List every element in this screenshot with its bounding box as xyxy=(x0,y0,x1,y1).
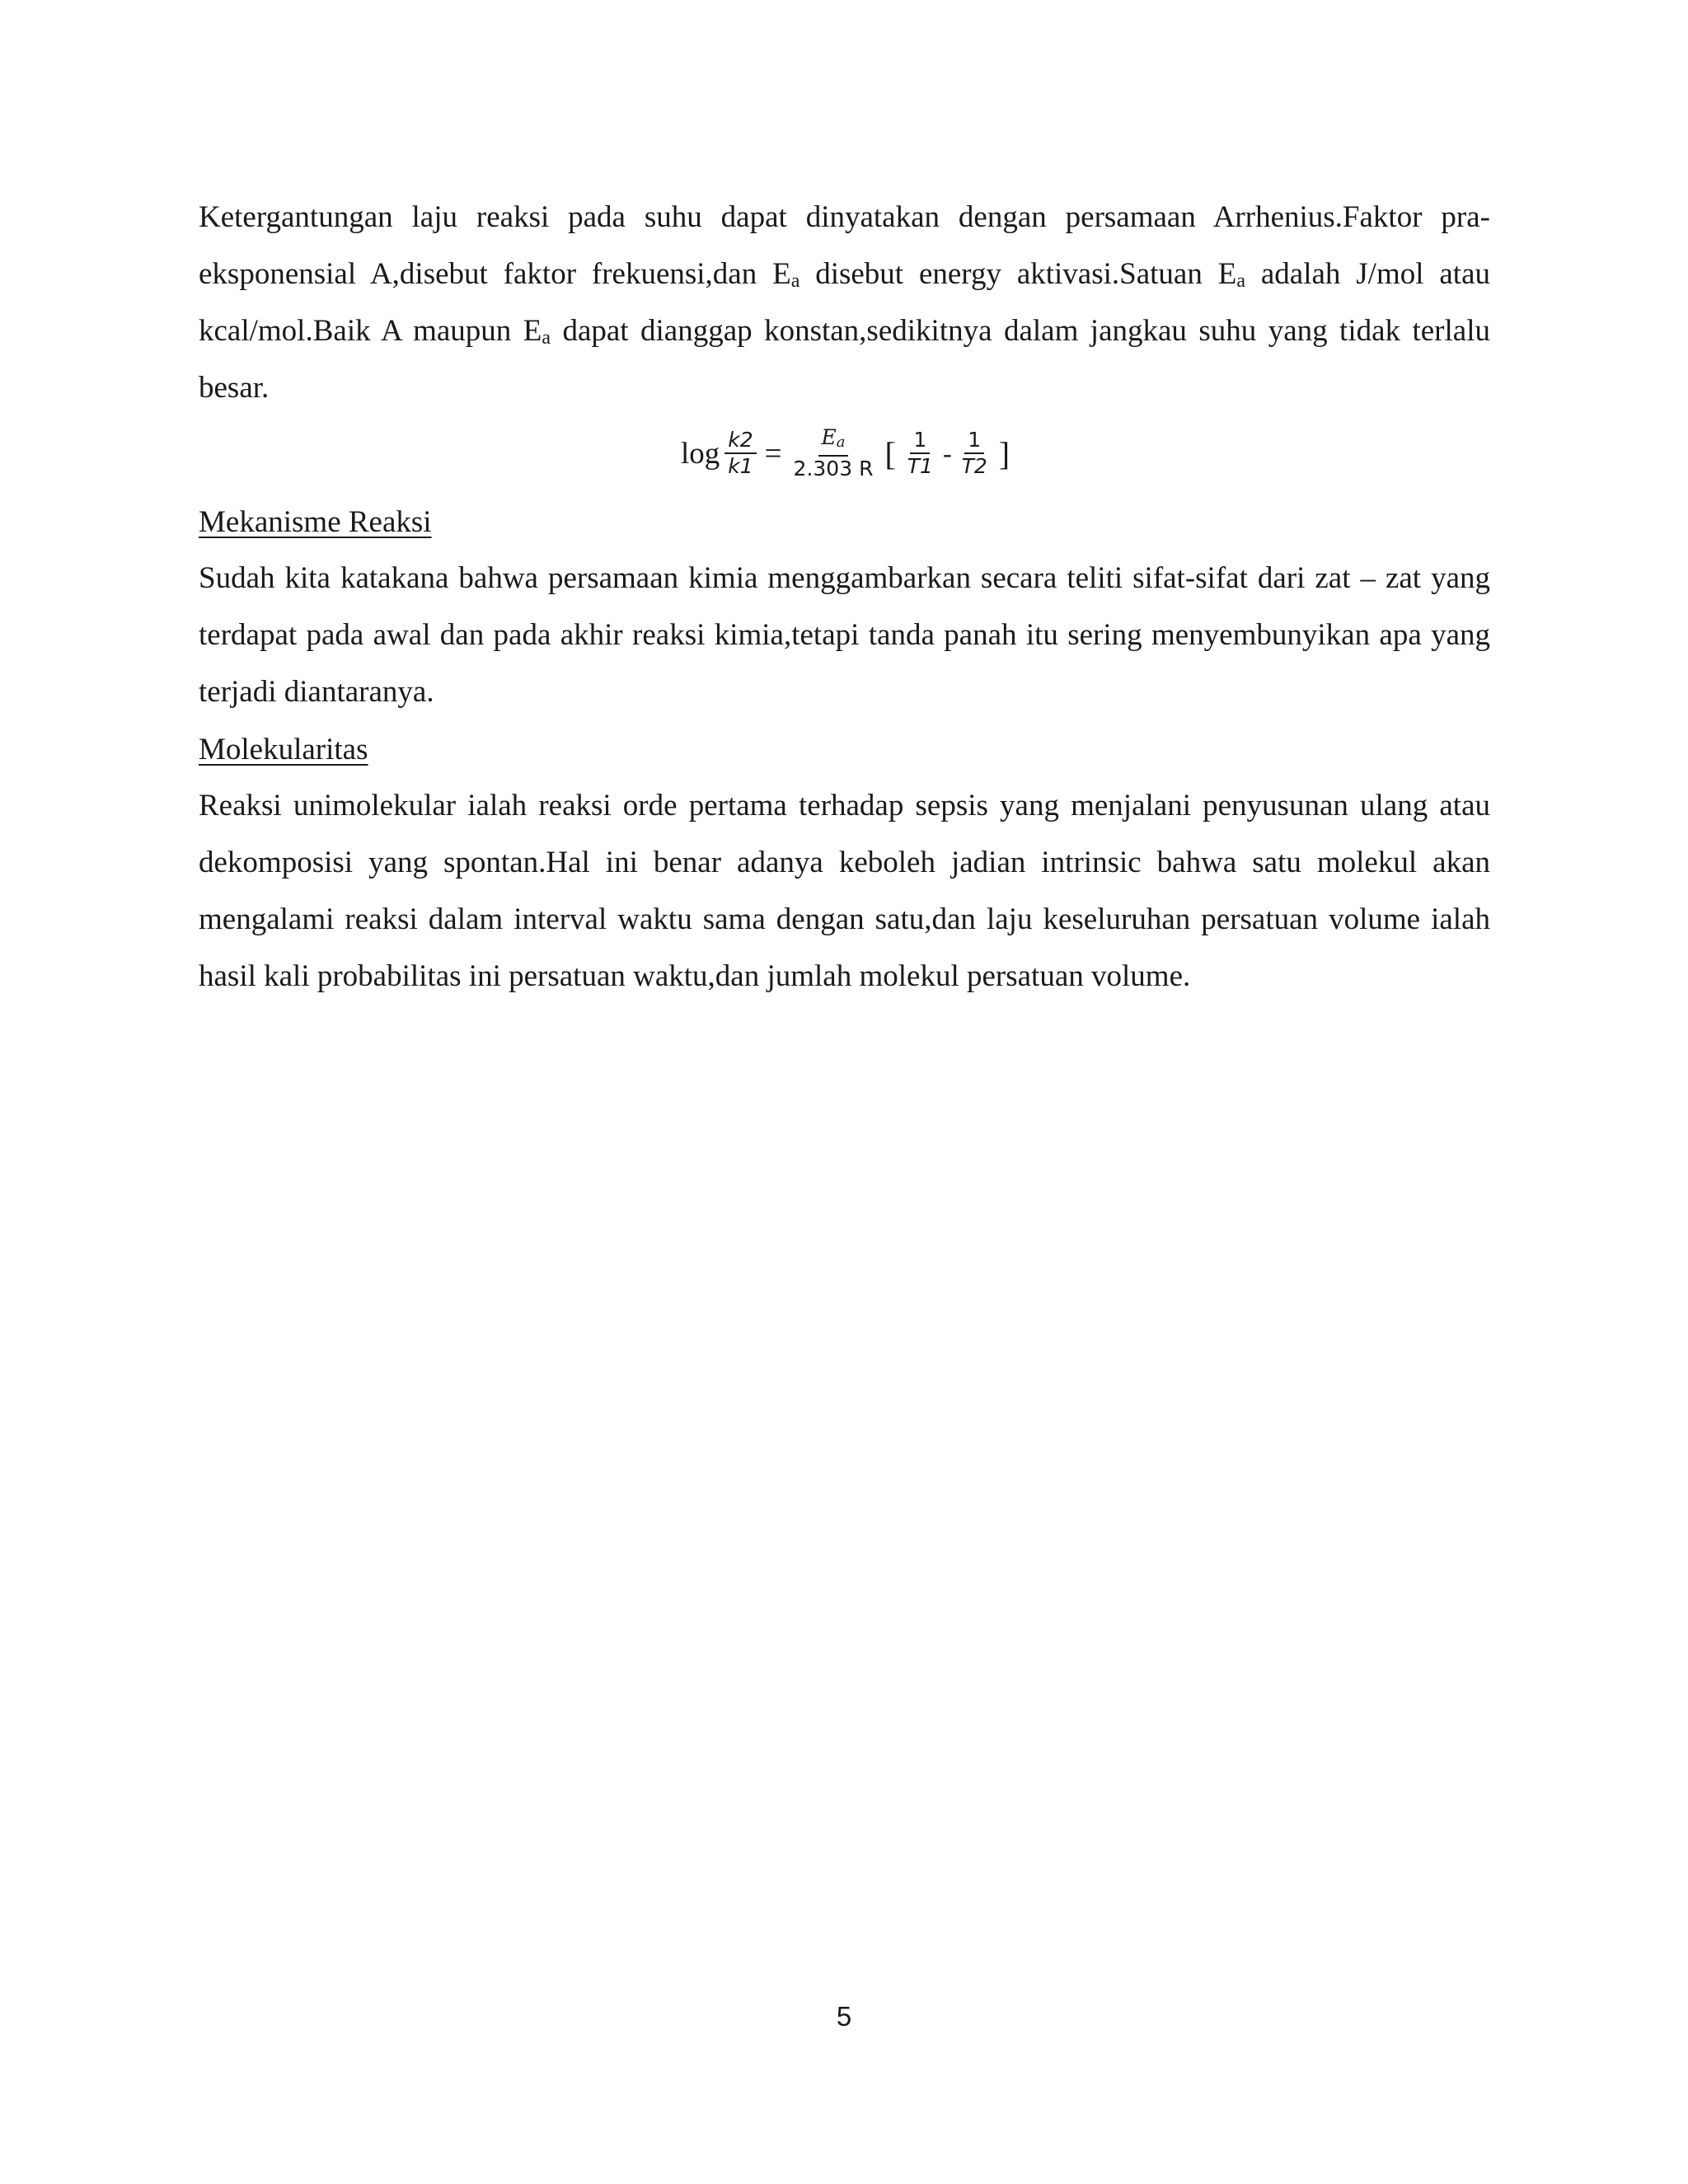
close-bracket: ] xyxy=(998,434,1010,472)
fraction-denominator: 2.303 R xyxy=(793,457,874,480)
paragraph-text: adalah J/mol atau kcal/mol.Baik A maupun E xyxy=(199,257,1490,348)
paragraph-arrhenius xyxy=(199,189,1490,416)
heading-molekularitas: Molekularitas xyxy=(199,733,368,766)
symbol-subscript: a xyxy=(836,434,846,451)
page-number: 5 xyxy=(836,2001,852,2032)
paragraph-text: dapat dianggap konstan,sedikitnya dalam jangkau suhu yang tidak terlalu besar. xyxy=(199,314,1490,405)
heading-mekanisme-reaksi: Mekanisme Reaksi xyxy=(199,505,432,539)
fraction-numerator xyxy=(818,425,849,457)
symbol-e: E xyxy=(821,425,837,449)
fraction-denominator: T1 xyxy=(907,454,933,478)
fraction-denominator: k1 xyxy=(728,454,753,478)
paragraph-text: disebut energy aktivasi.Satuan E xyxy=(799,257,1237,291)
fraction-numerator: k2 xyxy=(724,428,756,454)
fraction-ea xyxy=(790,425,877,481)
paragraph-text: Ketergantungan laju reaksi pada suhu dapat dinyatakan dengan persamaan Arrhenius.Faktor pra-eksponensial A,disebut faktor frekuensi,dan E xyxy=(199,200,1490,291)
arrhenius-equation xyxy=(681,422,1013,485)
fraction-denominator: T2 xyxy=(961,454,987,478)
log-text: log xyxy=(681,436,720,471)
fraction-numerator: 1 xyxy=(964,428,984,454)
equals-sign: = xyxy=(764,436,782,471)
fraction-1-t1 xyxy=(904,428,936,479)
paragraph-mekanisme: Sudah kita katakana bahwa persamaan kimia menggambarkan secara teliti sifat-sifat dari zat – zat yang terdapat pada awal dan pada akhir reaksi kimia,tetapi tanda panah itu sering menyembunyikan apa yang terjadi diantaranya. xyxy=(199,561,1490,709)
open-bracket: [ xyxy=(884,434,896,472)
subscript-a: a xyxy=(1236,270,1245,292)
minus-sign: - xyxy=(942,438,952,468)
subscript-a: a xyxy=(790,270,800,292)
fraction-1-t2 xyxy=(959,428,991,479)
fraction-numerator: 1 xyxy=(910,428,930,454)
fraction-k2-k1 xyxy=(724,428,756,479)
subscript-a: a xyxy=(542,327,551,349)
paragraph-molekularitas: Reaksi unimolekular ialah reaksi orde pertama terhadap sepsis yang menjalani penyusunan ulang atau dekomposisi yang spontan.Hal ini benar adanya keboleh jadian intrinsic bahwa satu molekul akan mengalami reaksi dalam interval waktu sama dengan satu,dan laju keseluruhan persatuan volume ialah hasil kali probabilitas ini persatuan waktu,dan jumlah molekul persatuan volume. xyxy=(199,789,1490,993)
